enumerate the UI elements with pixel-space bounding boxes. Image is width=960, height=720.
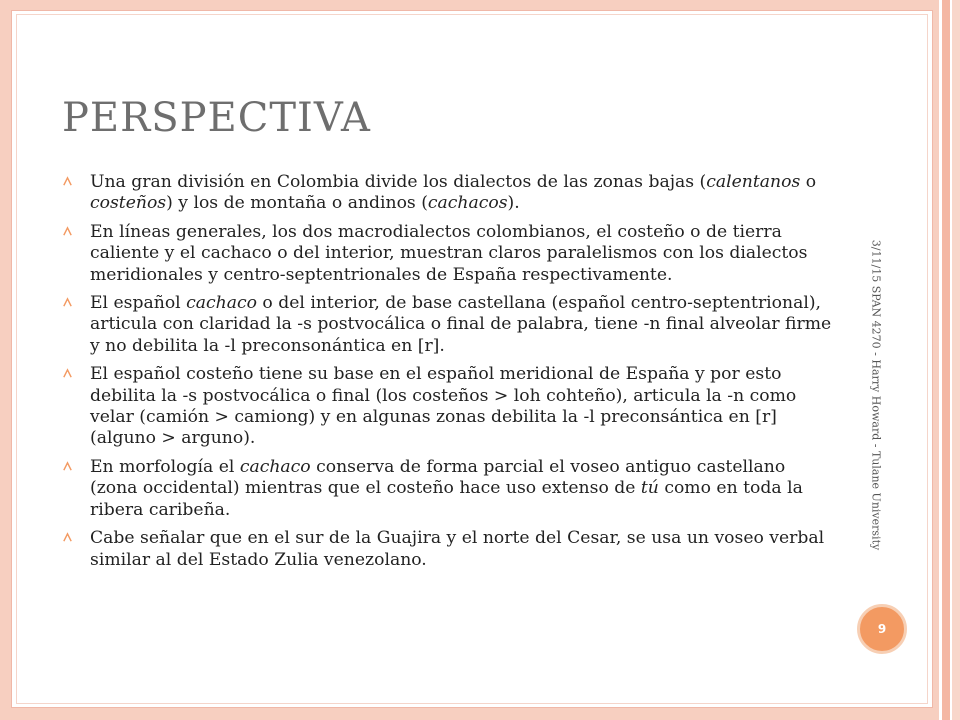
bullet-italic-term: tú <box>640 478 659 499</box>
bullet-item <box>62 528 834 571</box>
frame-bottom-border <box>11 708 933 720</box>
bullet-chevron-icon <box>62 226 73 237</box>
bullet-chevron-icon <box>62 532 73 543</box>
slide-title: PERSPECTIVA <box>62 95 371 141</box>
bullet-text: En líneas generales, los dos macrodialectos colombianos, el costeño o de tierra caliente y el cachaco o del interior, muestran claros paralelismos con los dialectos meridionales y centro-septentrionales de España respectivamente. <box>90 221 808 285</box>
bullet-italic-term: calentanos <box>706 172 801 192</box>
frame-top-border <box>11 0 933 10</box>
bullet-item <box>62 172 834 215</box>
frame-left-border <box>0 0 11 720</box>
bullet-item <box>62 293 834 357</box>
bullet-italic-term: cachaco <box>239 456 311 477</box>
bullet-text: En morfología el <box>90 456 240 477</box>
bullet-text: ). <box>507 193 520 214</box>
bullet-text: Cabe señalar que en el sur de la Guajira y el norte del Cesar, se usa un voseo verbal similar al del Estado Zulia venezolano. <box>90 528 825 570</box>
bullet-text: o <box>800 172 817 192</box>
bullet-chevron-icon <box>62 176 73 187</box>
bullet-item <box>62 457 834 521</box>
side-footer-text: 3/11/15 SPAN 4270 - Harry Howard - Tulane University <box>869 239 883 551</box>
bullet-item <box>62 222 834 286</box>
bullet-text: El español costeño tiene su base en el español meridional de España y por esto debilita la -s postvocálica o final (los costeños > loh cohteño), articula la -n como velar (camión > camiong) y en algunas zonas debilita la -l preconsántica en [r] (alguno > arguno). <box>90 364 797 449</box>
bullet-text: como en toda la ribera caribeña. <box>90 478 803 520</box>
bullet-italic-term: cachaco <box>186 293 257 314</box>
bullet-item <box>62 364 834 450</box>
bullet-text: ) y los de montaña o andinos ( <box>166 193 428 214</box>
bullet-chevron-icon <box>62 461 73 472</box>
bullet-italic-term: cachacos <box>427 193 508 214</box>
right-stripe-5 <box>952 0 960 720</box>
bullet-italic-term: costeños <box>90 193 167 214</box>
bullet-text: Una gran división en Colombia divide los dialectos de las zonas bajas ( <box>90 172 707 192</box>
bullet-chevron-icon <box>62 297 73 308</box>
right-stripe-3 <box>942 0 950 720</box>
bullet-list <box>62 172 834 578</box>
page-number-badge: 9 <box>857 604 907 654</box>
bullet-text: conserva de forma parcial el voseo antiguo castellano (zona occidental) mientras que el costeño hace uso extenso de <box>90 456 786 499</box>
bullet-chevron-icon <box>62 368 73 379</box>
bullet-text: El español <box>90 293 187 314</box>
bullet-text: o del interior, de base castellana (español centro-septentrional), articula con claridad la -s postvocálica o final de palabra, tiene -n final alveolar firme y no debilita la -l preconsonántica en [r]. <box>90 293 832 356</box>
